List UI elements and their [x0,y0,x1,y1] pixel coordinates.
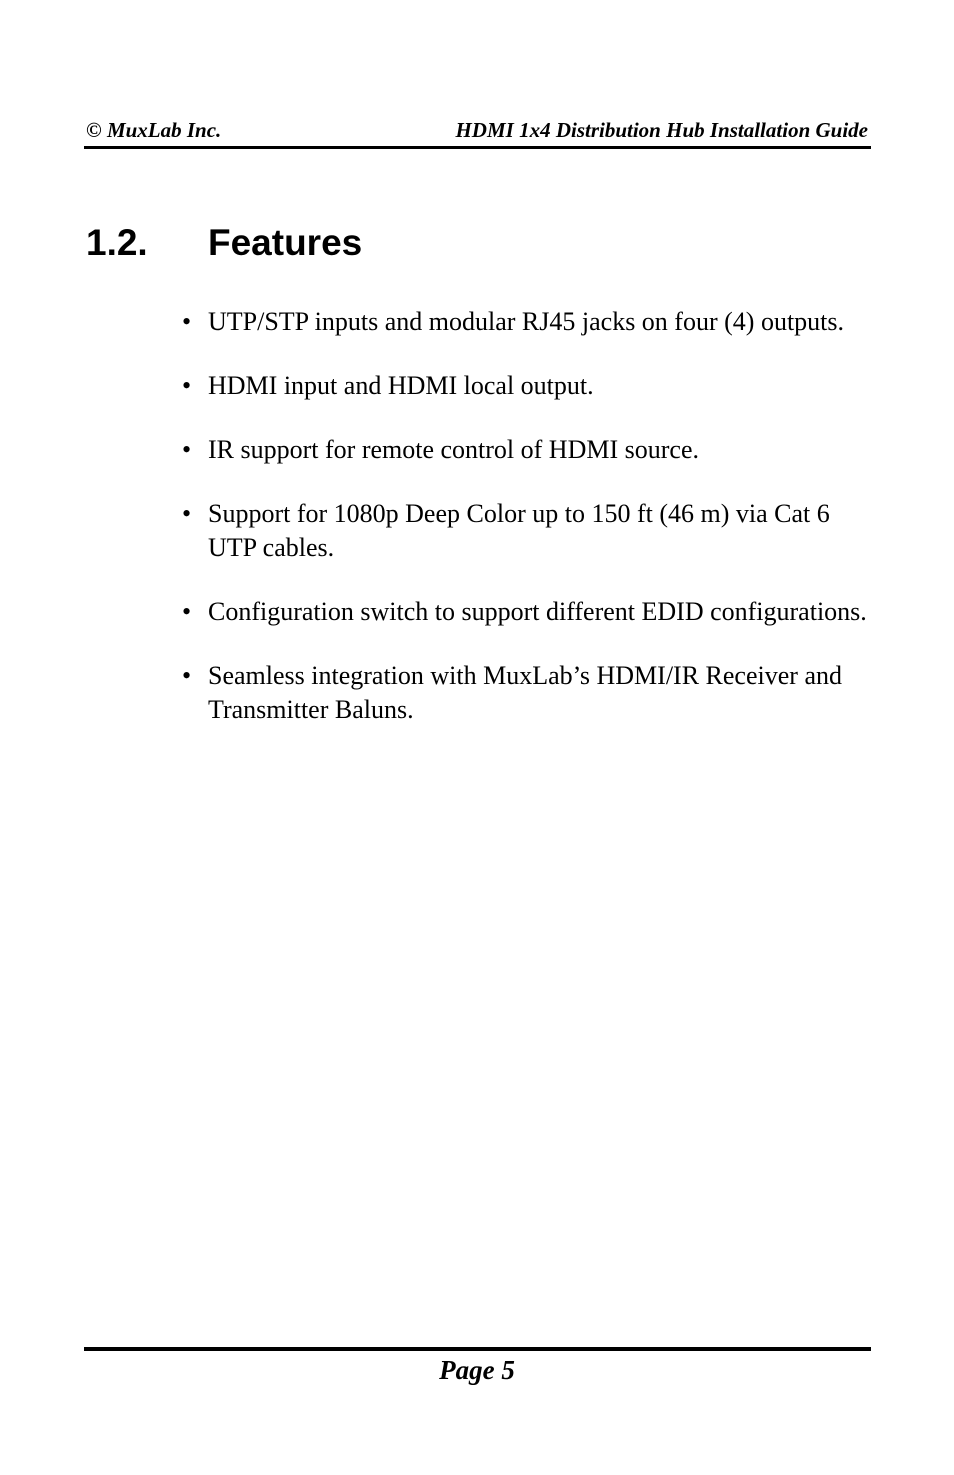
list-item [182,369,882,403]
section-title: Features [208,222,363,263]
header-divider [84,146,871,149]
footer-divider [84,1347,871,1351]
feature-text: Configuration switch to support different EDID configurations. [208,597,867,626]
section-heading [86,222,362,264]
page-number: Page 5 [439,1355,515,1385]
feature-text: Support for 1080p Deep Color up to 150 ft (46 m) via Cat 6 UTP cables. [208,499,830,562]
bullet-icon: • [182,371,192,400]
bullet-icon: • [182,499,192,528]
list-item [182,595,882,629]
page-header [84,116,870,146]
header-document-title: HDMI 1x4 Distribution Hub Installation Guide [455,118,868,142]
bullet-icon: • [182,597,192,626]
feature-text: UTP/STP inputs and modular RJ45 jacks on four (4) outputs. [208,307,845,336]
feature-text: Seamless integration with MuxLab’s HDMI/IR Receiver and Transmitter Baluns. [208,661,842,724]
list-item [182,433,882,467]
bullet-icon: • [182,661,192,690]
feature-text: HDMI input and HDMI local output. [208,371,594,400]
section-number: 1.2. [86,222,148,263]
header-copyright: © MuxLab Inc. [86,118,222,142]
list-item [182,305,882,339]
feature-list [182,305,882,757]
feature-text: IR support for remote control of HDMI source. [208,435,699,464]
list-item [182,659,882,727]
bullet-icon: • [182,307,192,336]
list-item [182,497,882,565]
bullet-icon: • [182,435,192,464]
